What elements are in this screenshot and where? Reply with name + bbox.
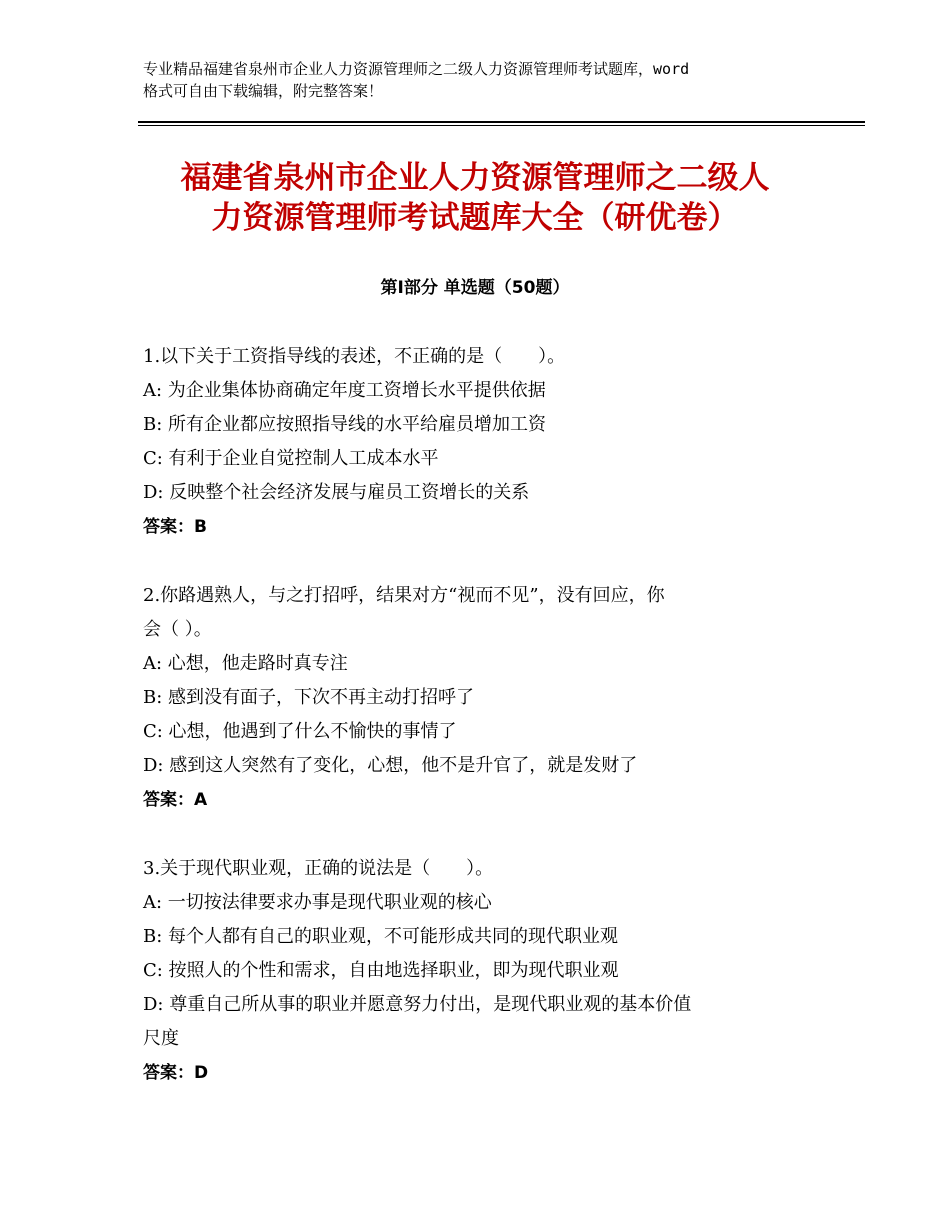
- document-title-line-2: 力资源管理师考试题库大全（研优卷）: [211, 200, 739, 236]
- section-heading: 第Ⅰ部分 单选题（50题）: [380, 278, 570, 298]
- question-stem: 1.以下关于工资指导线的表述，不正确的是（ ）。: [143, 346, 566, 367]
- answer-line: 答案：B: [143, 517, 207, 537]
- option-d-continued: 尺度: [143, 1028, 179, 1049]
- question-3: [143, 852, 823, 1090]
- option-c: C: 按照人的个性和需求，自由地选择职业，即为现代职业观: [143, 960, 619, 981]
- option-b: B: 感到没有面子，下次不再主动打招呼了: [143, 687, 475, 708]
- header-divider-thin: [138, 125, 865, 126]
- option-c: C: 有利于企业自觉控制人工成本水平: [143, 448, 439, 469]
- option-d: D: 反映整个社会经济发展与雇员工资增长的关系: [143, 482, 530, 503]
- document-title-line-1: 福建省泉州市企业人力资源管理师之二级人: [180, 160, 770, 196]
- option-b: B: 每个人都有自己的职业观，不可能形成共同的现代职业观: [143, 926, 619, 947]
- option-d: D: 感到这人突然有了变化，心想，他不是升官了，就是发财了: [143, 755, 638, 776]
- question-stem: 3.关于现代职业观，正确的说法是（ ）。: [143, 858, 494, 879]
- header-note: [143, 58, 843, 102]
- option-a: A: 心想，他走路时真专注: [143, 653, 348, 674]
- option-a: A: 一切按法律要求办事是现代职业观的核心: [143, 892, 492, 913]
- option-c: C: 心想，他遇到了什么不愉快的事情了: [143, 721, 457, 742]
- header-divider-thick: [138, 121, 865, 123]
- question-stem: 2.你路遇熟人，与之打招呼，结果对方“视而不见”，没有回应，你: [143, 585, 665, 606]
- option-b: B: 所有企业都应按照指导线的水平给雇员增加工资: [143, 414, 547, 435]
- option-d: D: 尊重自己所从事的职业并愿意努力付出，是现代职业观的基本价值: [143, 994, 692, 1015]
- question-1: [143, 340, 823, 544]
- question-stem-continued: 会（ ）。: [143, 619, 212, 640]
- header-note-line-1: 专业精品福建省泉州市企业人力资源管理师之二级人力资源管理师考试题库，word: [143, 60, 690, 78]
- header-note-line-2: 格式可自由下载编辑，附完整答案！: [143, 82, 384, 100]
- question-2: [143, 579, 823, 817]
- option-a: A: 为企业集体协商确定年度工资增长水平提供依据: [143, 380, 546, 401]
- document-title: [130, 158, 820, 238]
- answer-line: 答案：A: [143, 790, 208, 810]
- answer-line: 答案：D: [143, 1063, 209, 1083]
